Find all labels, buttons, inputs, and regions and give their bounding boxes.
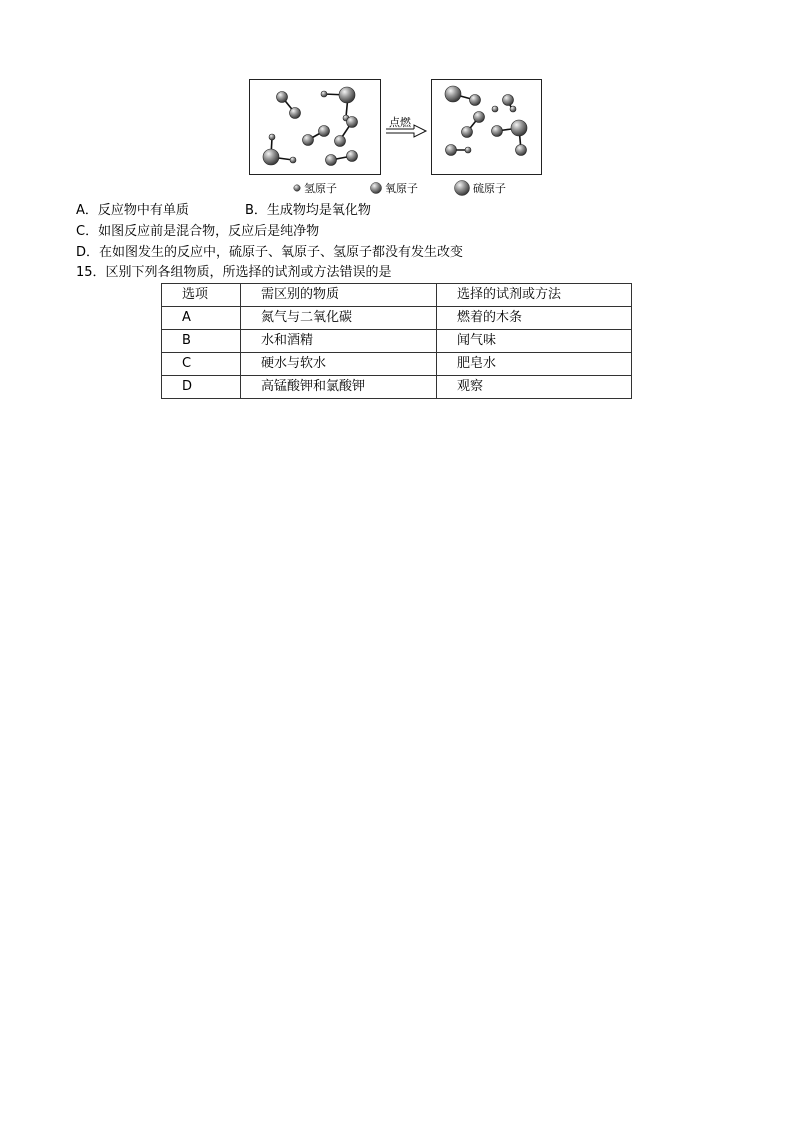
- table-header-cell: 选择的试剂或方法: [437, 284, 632, 307]
- oxygen-atom: [516, 145, 527, 156]
- table-cell: 水和酒精: [241, 330, 437, 353]
- table-cell: B: [162, 330, 241, 353]
- hydrogen-atom-icon: [292, 183, 302, 193]
- hydrogen-atom: [492, 106, 498, 112]
- sulfur-atom: [511, 120, 527, 136]
- table-row: [162, 330, 632, 353]
- table-cell: A: [162, 307, 241, 330]
- oxygen-atom: [446, 145, 457, 156]
- legend-label: 氧原子: [385, 182, 418, 195]
- table-cell: 闻气味: [437, 330, 632, 353]
- legend-sulfur: [453, 180, 506, 196]
- reaction-condition-label: 点燃: [389, 116, 411, 129]
- legend-oxygen: [369, 180, 418, 196]
- oxygen-atom: [335, 136, 346, 147]
- oxygen-atom: [319, 126, 330, 137]
- table-cell: 观察: [437, 376, 632, 399]
- question-15-text: 15．区别下列各组物质，所选择的试剂或方法错误的是: [76, 265, 392, 280]
- legend-hydrogen: [292, 180, 337, 196]
- after-reaction-box: [431, 79, 542, 175]
- oxygen-atom: [347, 151, 358, 162]
- hydrogen-atom: [269, 134, 275, 140]
- oxygen-atom: [303, 135, 314, 146]
- before-reaction-box: [249, 79, 381, 175]
- reaction-figure: [248, 76, 544, 198]
- oxygen-atom-icon: [369, 181, 383, 195]
- table-header-cell: 需区别的物质: [241, 284, 437, 307]
- oxygen-atom: [347, 117, 358, 128]
- table-cell: 高锰酸钾和氯酸钾: [241, 376, 437, 399]
- legend-label: 氢原子: [304, 182, 337, 195]
- sulfur-atom: [445, 86, 461, 102]
- oxygen-atom: [492, 126, 503, 137]
- table-cell: 氮气与二氧化碳: [241, 307, 437, 330]
- table-cell: C: [162, 353, 241, 376]
- table-header-row: [162, 284, 632, 307]
- table-cell: 硬水与软水: [241, 353, 437, 376]
- option-b: B．生成物均是氧化物: [245, 203, 371, 218]
- option-d: D．在如图发生的反应中，硫原子、氧原子、氢原子都没有发生改变: [76, 245, 464, 260]
- oxygen-atom: [326, 155, 337, 166]
- oxygen-atom: [470, 95, 481, 106]
- table-row: [162, 376, 632, 399]
- oxygen-atom: [474, 112, 485, 123]
- hydrogen-atom: [290, 157, 296, 163]
- hydrogen-atom: [510, 106, 516, 112]
- sulfur-atom-icon: [453, 179, 471, 197]
- table-cell: 燃着的木条: [437, 307, 632, 330]
- comparison-table: [161, 283, 632, 399]
- oxygen-atom: [290, 108, 301, 119]
- table-cell: 肥皂水: [437, 353, 632, 376]
- hydrogen-atom: [465, 147, 471, 153]
- sulfur-atom: [263, 149, 279, 165]
- table-header-cell: 选项: [162, 284, 241, 307]
- oxygen-atom: [462, 127, 473, 138]
- hydrogen-atom: [321, 91, 327, 97]
- option-c: C．如图反应前是混合物，反应后是纯净物: [76, 224, 320, 239]
- oxygen-atom: [503, 95, 514, 106]
- legend-label: 硫原子: [473, 182, 506, 195]
- oxygen-atom: [277, 92, 288, 103]
- sulfur-atom: [339, 87, 355, 103]
- option-a: A．反应物中有单质: [76, 203, 189, 218]
- table-row: [162, 307, 632, 330]
- table-row: [162, 353, 632, 376]
- table-cell: D: [162, 376, 241, 399]
